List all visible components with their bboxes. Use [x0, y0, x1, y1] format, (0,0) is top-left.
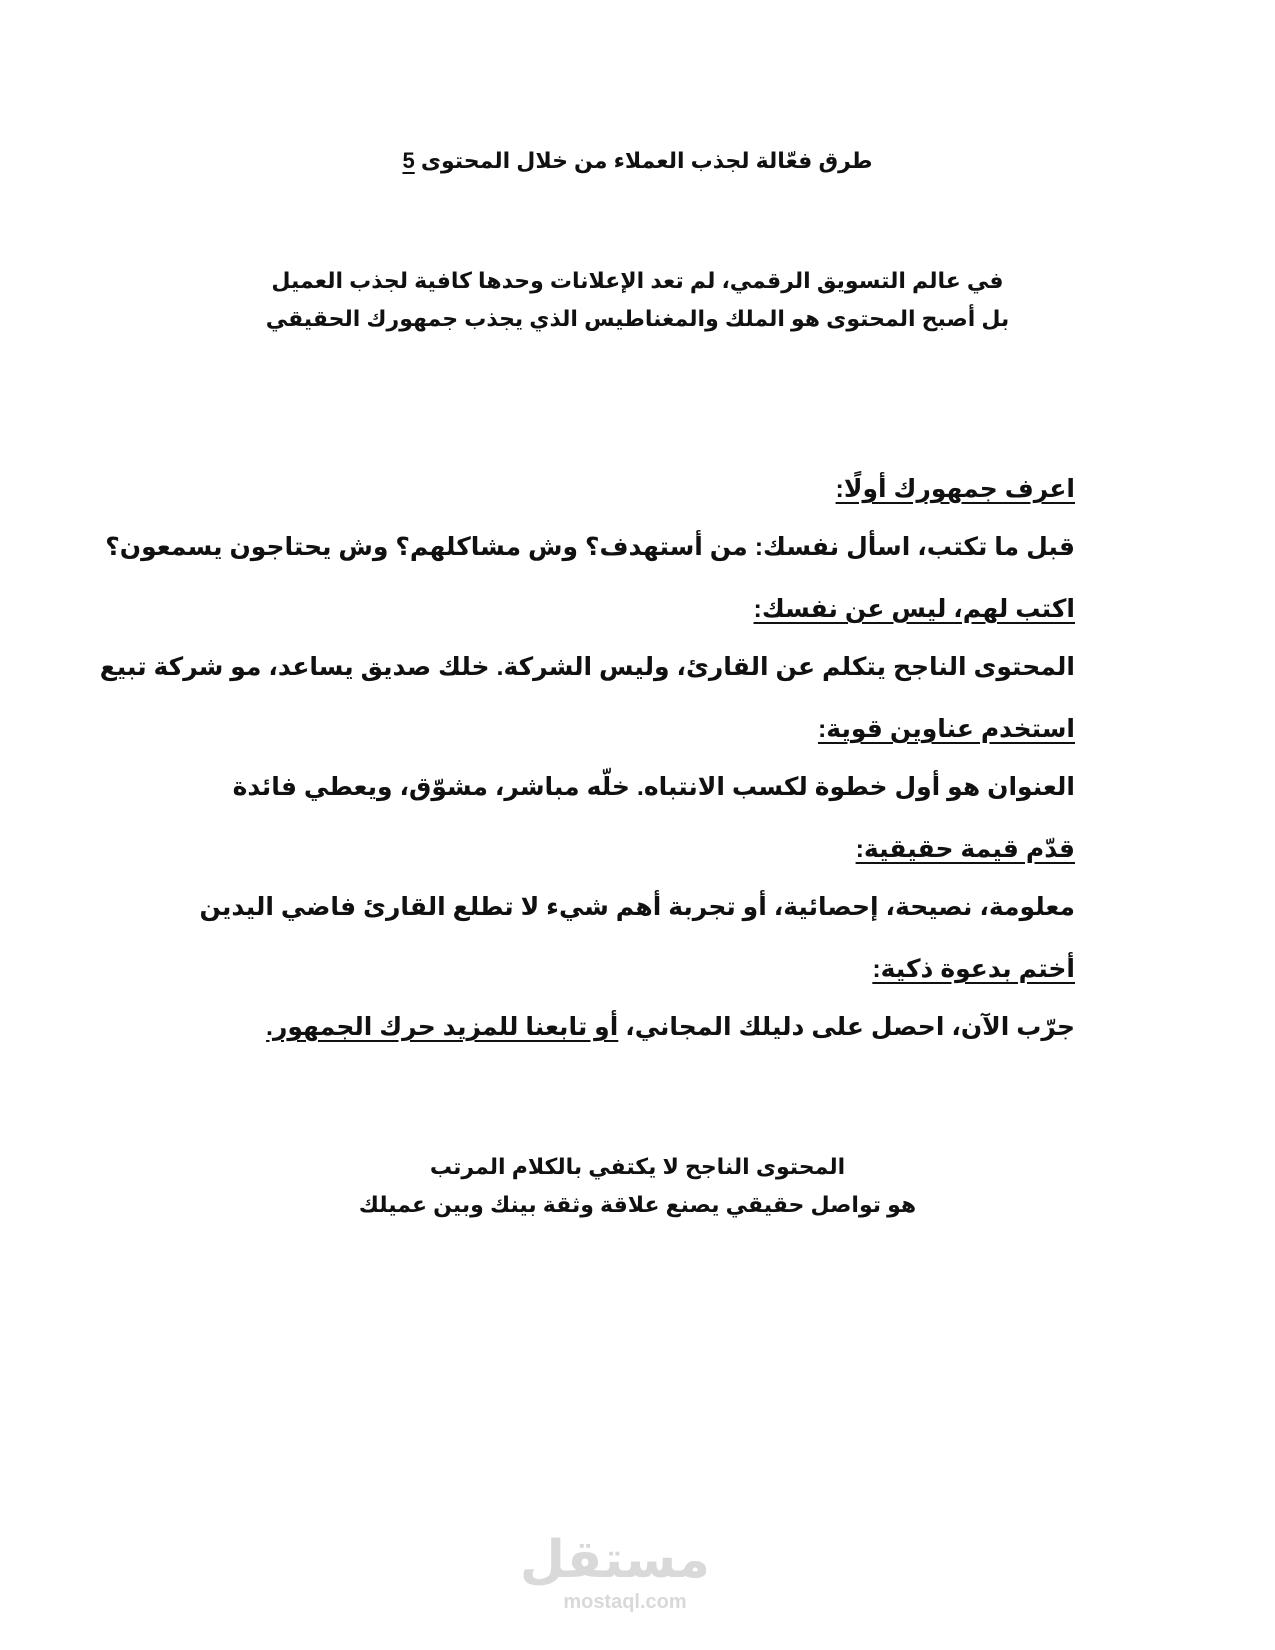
- section-heading-write-for-them: اكتب لهم، ليس عن نفسك:: [753, 595, 1075, 623]
- section-heading-strong-titles: استخدم عناوين قوية:: [817, 715, 1075, 743]
- tips-list: [99, 472, 1075, 1072]
- document-title: [0, 148, 1275, 174]
- watermark-domain: mostaql.com: [563, 1591, 687, 1613]
- section-heading-know-audience: اعرف جمهورك أولًا:: [835, 475, 1075, 503]
- closing-line-1: المحتوى الناجح لا يكتفي بالكلام المرتب: [429, 1154, 846, 1179]
- section-body-know-audience: قبل ما تكتب، اسأل نفسك: من أستهدف؟ وش مشاكلهم؟ وش يحتاجون يسمعون؟: [105, 533, 1075, 561]
- section-body-smart-cta: [195, 1010, 1075, 1072]
- closing-paragraph: [0, 1148, 1275, 1224]
- section-heading-smart-cta: أختم بدعوة ذكية:: [872, 955, 1075, 983]
- mostaql-watermark: [519, 1530, 710, 1614]
- intro-line-1: في عالم التسويق الرقمي، لم تعد الإعلانات وحدها كافية لجذب العميل: [271, 268, 1004, 293]
- title-text: طرق فعّالة لجذب العملاء من خلال المحتوى: [420, 148, 873, 173]
- watermark-logo: مستقل: [519, 1531, 710, 1589]
- closing-line-2: هو تواصل حقيقي يصنع علاقة وثقة بينك وبين عميلك: [358, 1192, 917, 1217]
- section-heading-real-value: قدّم قيمة حقيقية:: [855, 835, 1075, 863]
- intro-paragraph: [0, 262, 1275, 338]
- section-body-real-value: معلومة، نصيحة، إحصائية، أو تجربة أهم شيء لا تطلع القارئ فاضي اليدين: [199, 893, 1075, 921]
- section-body-strong-titles: العنوان هو أول خطوة لكسب الانتباه. خلّه مباشر، مشوّق، ويعطي فائدة: [232, 773, 1075, 801]
- cta-underlined-text: أو تابعنا للمزيد حرك الجمهور.: [266, 1013, 619, 1041]
- cta-text: جرّب الآن، احصل على دليلك المجاني،: [625, 1013, 1075, 1041]
- title-number: 5: [402, 148, 415, 173]
- section-body-write-for-them: المحتوى الناجح يتكلم عن القارئ، وليس الشركة. خلك صديق يساعد، مو شركة تبيع: [99, 653, 1075, 681]
- intro-line-2: بل أصبح المحتوى هو الملك والمغناطيس الذي يجذب جمهورك الحقيقي: [265, 306, 1010, 331]
